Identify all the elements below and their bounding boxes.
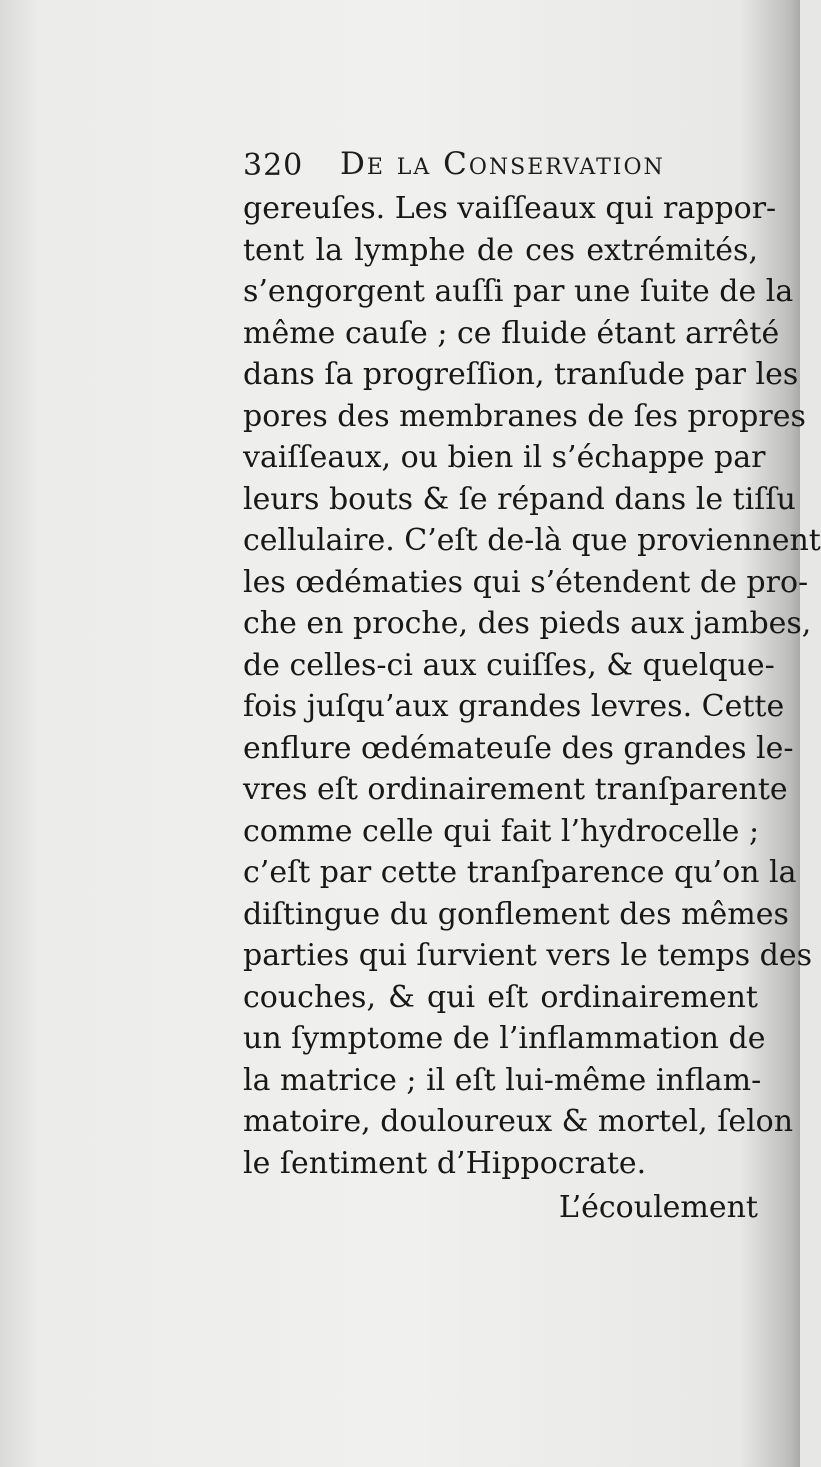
running-title: De la Conservation xyxy=(340,146,665,182)
text-line: même cauſe ; ce fluide étant arrêté xyxy=(243,315,780,351)
text-line: s’engorgent auſſi par une ſuite de la xyxy=(243,274,794,309)
text-line: fois juſqu’aux grandes levres. Cette xyxy=(243,689,785,724)
text-line: couches, & qui eſt ordinairement xyxy=(243,979,758,1015)
catchword: L’écoulement xyxy=(558,1190,758,1225)
text-line: cellulaire. C’eſt de-là que proviennent xyxy=(243,523,821,558)
text-line: matoire, douloureux & mortel, ſelon xyxy=(243,1104,794,1139)
text-line: comme celle qui fait l’hydrocelle ; xyxy=(243,813,760,849)
text-line: un ſymptome de l’inflammation de xyxy=(243,1021,766,1056)
text-line: les œdématies qui s’étendent de pro- xyxy=(243,564,809,600)
text-line: gereuſes. Les vaiſſeaux qui rappor- xyxy=(243,191,777,226)
text-line: pores des membranes de ſes propres xyxy=(243,398,806,434)
body-text xyxy=(243,188,821,1184)
text-line: enflure œdémateuſe des grandes le- xyxy=(243,730,794,766)
page-number: 320 xyxy=(243,148,304,183)
running-head xyxy=(243,140,758,186)
text-line: de celles-ci aux cuiſſes, & quelque- xyxy=(243,647,775,683)
text-line: dans ſa progreſſion, tranſude par les xyxy=(243,357,799,392)
text-line: vres eſt ordinairement tranſparente xyxy=(243,772,788,807)
text-line: c’eſt par cette tranſparence qu’on la xyxy=(243,855,797,890)
text-line: leurs bouts & ſe répand dans le tiſſu xyxy=(243,481,796,517)
text-line: parties qui ſurvient vers le temps des xyxy=(243,938,813,973)
text-line: che en proche, des pieds aux jambes, xyxy=(243,606,812,641)
text-line: diſtingue du gonflement des mêmes xyxy=(243,896,789,932)
text-line: la matrice ; il eſt lui-même inflam- xyxy=(243,1062,762,1098)
text-line: le ſentiment d’Hippocrate. xyxy=(243,1145,647,1181)
text-line: vaiſſeaux, ou bien il s’échappe par xyxy=(243,440,766,475)
text-line: tent la lymphe de ces extrémités, xyxy=(243,232,758,268)
